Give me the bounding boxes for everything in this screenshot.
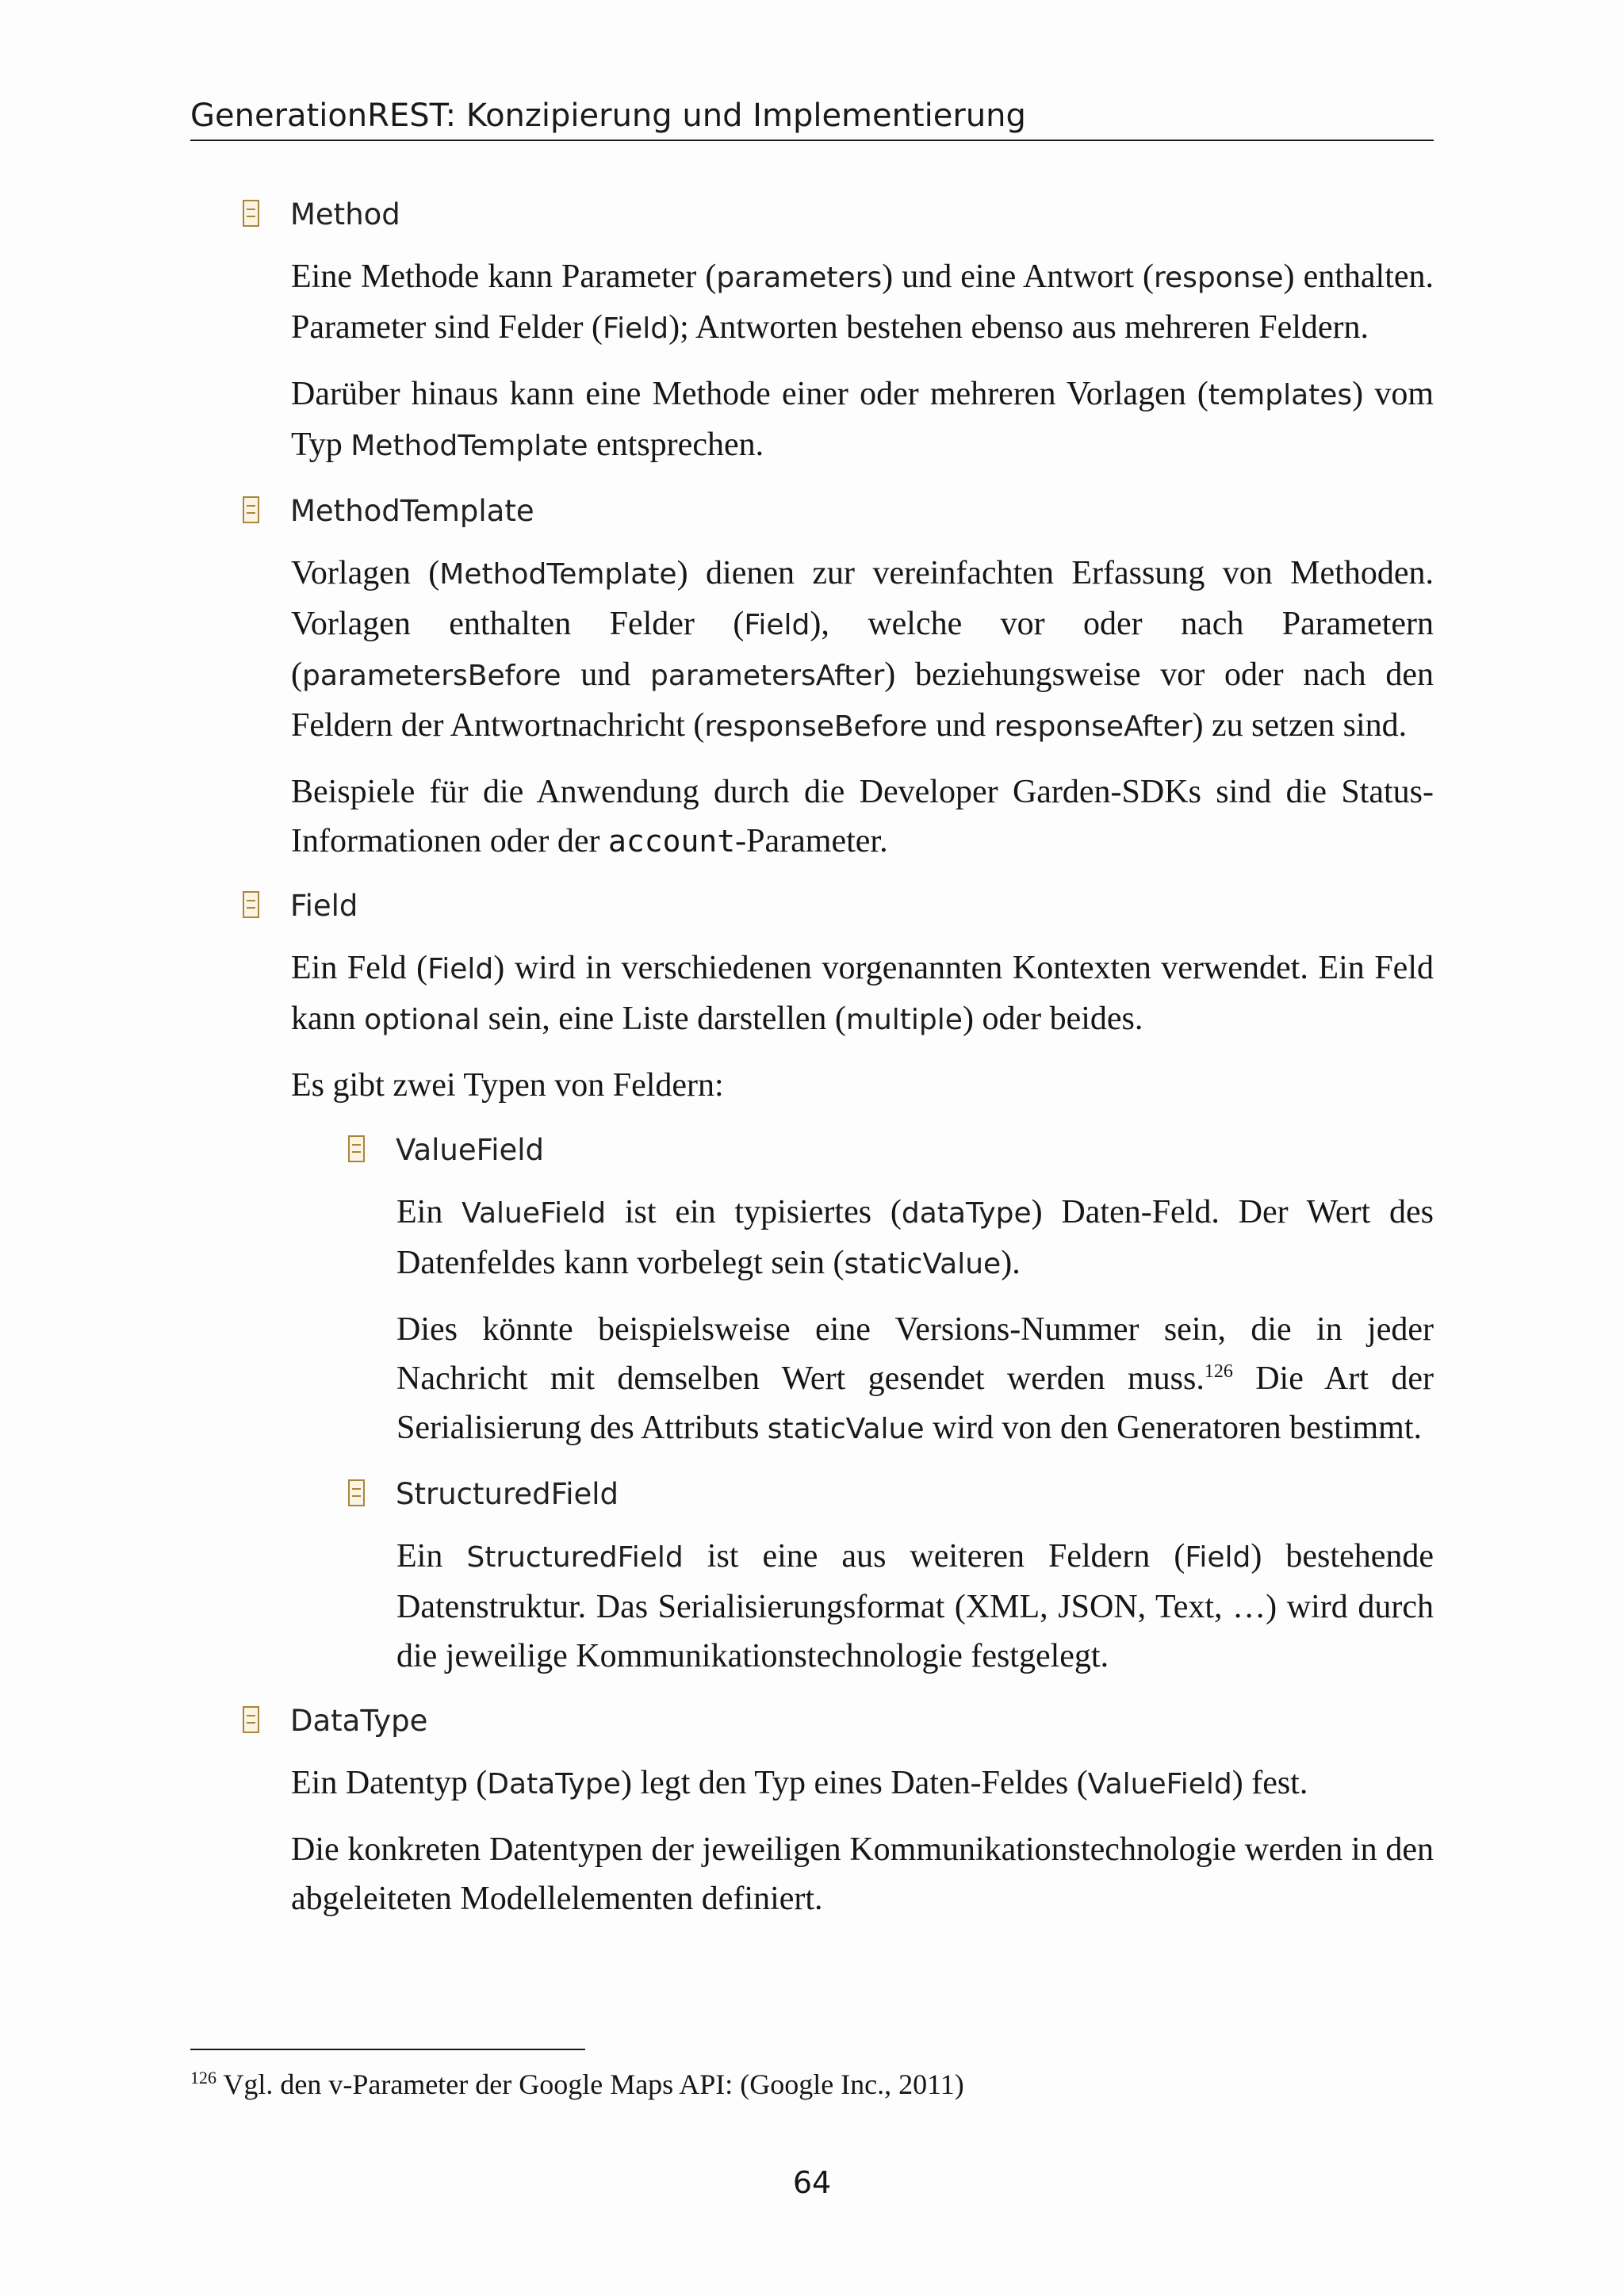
entry-heading <box>243 190 1434 239</box>
sub-entries <box>348 1126 1434 1681</box>
entry-heading <box>243 487 1434 536</box>
footnote-text: Vgl. den v-Parameter der Google Maps API: (Google Inc., 2011) <box>223 2068 964 2100</box>
code-term: MethodTemplate <box>439 558 677 591</box>
entry-heading <box>243 882 1434 931</box>
footnote-rule <box>190 2049 585 2050</box>
text-run: Ein <box>396 1194 462 1230</box>
text-run: Eine Methode kann Parameter <box>291 258 706 295</box>
text-run: . <box>1012 1245 1021 1281</box>
entry-label: DataType <box>290 1704 428 1738</box>
text-run: sein, eine Liste darstellen <box>480 1001 835 1037</box>
code-term: Field <box>744 609 810 641</box>
text-run: entsprechen. <box>588 427 764 463</box>
entry-body <box>291 252 1434 471</box>
class-icon <box>243 496 259 523</box>
code-term: staticValue <box>844 1248 1002 1280</box>
paragraph: Es gibt zwei Typen von Feldern: <box>291 1067 724 1104</box>
code-term: optional <box>364 1004 481 1036</box>
code-term: staticValue <box>767 1413 925 1445</box>
paragraph: Eine Methode kann Parameter (parameters) und eine Antwort (response) enthalten. Parameter sind Felder (Field); Antworten bestehen ebenso aus mehreren Feldern. <box>291 258 1434 346</box>
class-icon <box>243 1706 259 1733</box>
entry-body <box>291 1758 1434 1923</box>
text-run: und eine Antwort <box>893 258 1143 295</box>
text-run: und <box>927 707 994 744</box>
entry-data-type <box>243 1697 1434 1923</box>
footnote-reference[interactable]: 126 <box>1204 1361 1233 1382</box>
text-run: zu setzen sind. <box>1203 707 1408 744</box>
text-run: Vorlagen <box>291 555 429 591</box>
paragraph: Darüber hinaus kann eine Methode einer oder mehreren Vorlagen (templates) vom Typ MethodTemplate entsprechen. <box>291 376 1434 463</box>
text-run: , welche vor oder nach Parametern <box>821 606 1434 642</box>
entry-label: Field <box>290 889 358 923</box>
entry-heading <box>348 1470 1434 1519</box>
text-run: beziehungsweise vor oder nach den Feldern der Antwortnachricht <box>291 656 1434 744</box>
entry-label: Method <box>290 197 400 232</box>
code-term: response <box>1154 262 1284 294</box>
entry-method-template <box>243 487 1434 866</box>
paragraph <box>291 767 1434 866</box>
text-run: Ein <box>396 1538 467 1575</box>
class-icon <box>348 1479 365 1506</box>
text-run: Beispiele für die Anwendung durch die Developer Garden-SDKs sind die Status-Informationen oder der <box>291 774 1434 859</box>
page-content <box>243 190 1434 1939</box>
entry-heading <box>348 1126 1434 1175</box>
code-term: responseBefore <box>704 710 928 743</box>
paragraph: Ein Feld (Field) wird in verschiedenen vorgenannten Kontexten verwendet. Ein Feld kann optional sein, eine Liste darstellen (multiple) oder beides. <box>291 950 1434 1037</box>
code-term: templates <box>1208 379 1353 411</box>
entry-body <box>291 943 1434 1681</box>
text-run: ist eine aus weiteren Feldern <box>683 1538 1174 1575</box>
running-header: GenerationREST: Konzipierung und Implementierung <box>190 94 1434 141</box>
text-run: wird in verschiedenen vorgenannten Kontexten verwendet. Ein Feld kann <box>291 950 1434 1037</box>
paragraph <box>396 1305 1434 1454</box>
code-term: MethodTemplate <box>350 430 588 462</box>
code-term: multiple <box>845 1004 963 1036</box>
class-icon <box>243 200 259 227</box>
entry-method <box>243 190 1434 471</box>
text-run: Daten-Feld. Der Wert des Datenfeldes kann vorbelegt sein <box>396 1194 1434 1281</box>
text-run: bestehende Datenstruktur. Das Serialisierungsformat (XML, JSON, Text, …) wird durch die jeweilige Kommunikationstechnologie festgelegt. <box>396 1538 1434 1674</box>
text-run: und <box>561 656 650 693</box>
footnote-number: 126 <box>190 2068 216 2087</box>
code-term: ValueField <box>462 1197 607 1230</box>
entry-body <box>396 1532 1434 1681</box>
entry-structured-field <box>348 1470 1434 1681</box>
entry-field <box>243 882 1434 1681</box>
text-run: enthalten. Parameter sind Felder <box>291 258 1434 346</box>
code-term: responseAfter <box>994 710 1193 743</box>
code-term: parameters <box>716 262 883 294</box>
code-term: StructuredField <box>466 1541 684 1574</box>
entry-label: StructuredField <box>396 1477 619 1511</box>
text-run: ; Antworten bestehen ebenso aus mehreren Feldern. <box>680 309 1369 346</box>
code-term: Field <box>1185 1541 1251 1574</box>
code-term: parametersBefore <box>302 660 561 692</box>
entry-label: ValueField <box>396 1133 545 1167</box>
page-number: 64 <box>792 2165 832 2200</box>
text-run: dienen zur vereinfachten Erfassung von Methoden. Vorlagen enthalten Felder <box>291 555 1434 642</box>
paragraph: Ein Datentyp (DataType) legt den Typ eines Daten-Feldes (ValueField) fest. <box>291 1765 1308 1801</box>
text-run: oder beides. <box>973 1001 1143 1037</box>
text-run: vom Typ <box>291 376 1434 463</box>
class-icon <box>243 891 259 918</box>
text-run: Darüber hinaus kann eine Methode einer oder mehreren Vorlagen <box>291 376 1197 412</box>
text-run: Ein Feld <box>291 950 417 986</box>
entry-label: MethodTemplate <box>290 494 534 528</box>
entry-heading <box>243 1697 1434 1746</box>
class-icon <box>348 1135 365 1162</box>
paragraph: Die konkreten Datentypen der jeweiligen Kommunikationstechnologie werden in den abgeleiteten Modellelementen definiert. <box>291 1831 1434 1917</box>
code-term: Field <box>427 953 494 985</box>
text-run: Dies könnte beispielsweise eine Versions-Nummer sein, die in jeder Nachricht mit demselben Wert gesendet werden muss. <box>396 1311 1434 1397</box>
code-term: dataType <box>901 1197 1032 1230</box>
code-term: parametersAfter <box>649 660 885 692</box>
code-term: DataType <box>487 1768 621 1800</box>
text-run: Die Art der Serialisierung des Attributs <box>396 1360 1434 1446</box>
paragraph: Ein ValueField ist ein typisiertes (dataType) Daten-Feld. Der Wert des Datenfeldes kann vorbelegt sein (staticValue). <box>396 1194 1434 1281</box>
paragraph: Ein StructuredField ist eine aus weiteren Feldern (Field) bestehende Datenstruktur. Das Serialisierungsformat (XML, JSON, Text, …) wird durch die jeweilige Kommunikationstechnologie festgelegt. <box>396 1538 1434 1674</box>
code-term: account <box>608 824 736 859</box>
text-run: Ein Datentyp <box>291 1765 477 1801</box>
text-run: -Parameter. <box>735 823 888 859</box>
text-run: fest. <box>1243 1765 1308 1801</box>
entry-body <box>291 549 1434 866</box>
footnote <box>190 2064 1434 2104</box>
text-run: wird von den Generatoren bestimmt. <box>924 1410 1422 1446</box>
entry-value-field <box>348 1126 1434 1454</box>
entry-body <box>396 1188 1434 1454</box>
text-run: ist ein typisiertes <box>606 1194 891 1230</box>
code-term: Field <box>603 312 669 345</box>
paragraph: Vorlagen (MethodTemplate) dienen zur vereinfachten Erfassung von Methoden. Vorlagen enthalten Felder (Field), welche vor oder nach Parametern (parametersBefore und parametersAfter) beziehungsweise vor oder nach den Feldern der Antwortnachricht (responseBefore und responseAfter) zu setzen sind. <box>291 555 1434 744</box>
text-run: legt den Typ eines Daten-Feldes <box>631 1765 1077 1801</box>
code-term: ValueField <box>1087 1768 1232 1800</box>
